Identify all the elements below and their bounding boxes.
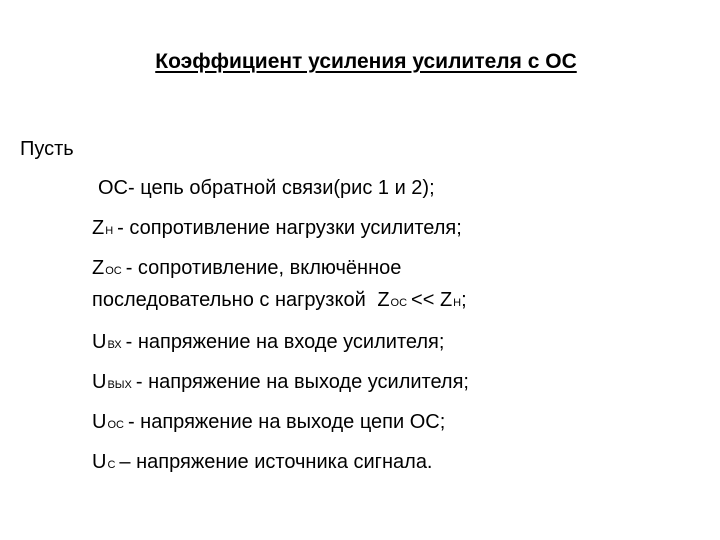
definition-text: - напряжение на выходе усилителя; [135,371,469,393]
intro-text: Пусть [20,138,74,160]
symbol: U [92,451,107,473]
definition-zn [92,212,462,247]
definition-uoc [92,406,445,441]
definition-oc [98,172,435,204]
symbol: Z [377,289,390,311]
subscript: ОС [107,419,124,431]
slide-title: Коэффициент усиления усилителя с ОС [155,50,577,73]
symbol: U [92,331,107,353]
definition-zoc-continued [92,284,467,319]
definition-text: ОС- цепь обратной связи(рис 1 и 2); [98,177,435,199]
definition-uvx [92,326,444,361]
definition-text: - напряжение на выходе цепи ОС; [127,411,446,433]
definition-text: - сопротивление нагрузки усилителя; [117,217,462,239]
subscript: С [107,459,116,471]
subscript: Н [453,297,462,309]
definition-text: - напряжение на входе усилителя; [125,331,445,353]
definition-text: – напряжение источника сигнала. [119,451,433,473]
subscript: ВХ [107,339,122,351]
symbol: Z [92,217,105,239]
symbol: Z [439,289,453,311]
subscript: ОС [105,265,122,277]
subscript: ОС [390,297,408,309]
symbol: U [92,371,107,393]
definition-zoc [92,252,401,287]
definition-uvyx [92,366,469,401]
definition-text: последовательно с нагрузкой [92,289,366,311]
comparison-operator: << [411,289,435,311]
definition-text: - сопротивление, включённое [125,257,402,279]
subscript: Н [105,225,114,237]
definition-uc [92,446,433,481]
symbol: Z [92,257,105,279]
symbol: U [92,411,107,433]
punctuation: ; [461,289,467,311]
subscript: ВЫХ [107,379,132,391]
